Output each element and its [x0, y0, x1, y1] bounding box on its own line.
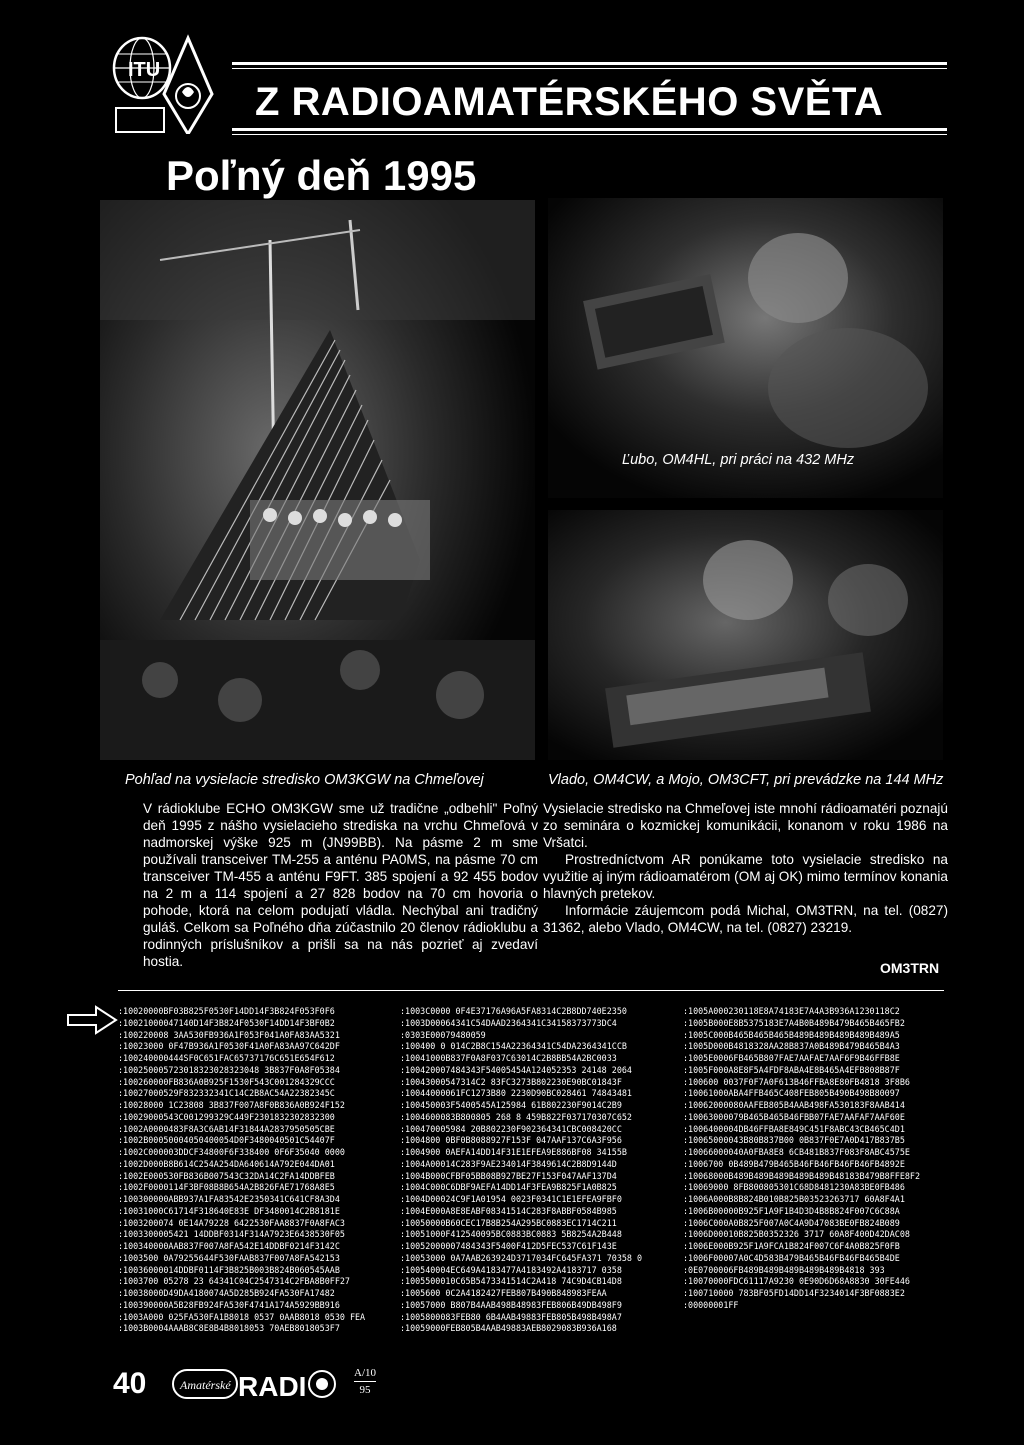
hex-line: :1005D000B4818328AA28B837A0B489B479B465B4A3 — [683, 1041, 900, 1052]
hex-line: :1002B00050004050400054D0F3480040501C54407F — [118, 1135, 335, 1146]
hex-line: :10050000B60CEC17B8B254A295BC0883EC1714C211 — [400, 1217, 617, 1228]
hex-line: :00000001FF — [683, 1299, 739, 1310]
hex-listing-column-3 — [683, 1006, 920, 1312]
hex-line: :1002E000530FB836B007543C32DA14C2FA14DDBFEB — [118, 1170, 335, 1181]
hex-line: :1005E0006FB465B807FAE7AAFAE7AAF6F9B46FFB8E — [683, 1053, 900, 1063]
caption-top-right: Ľubo, OM4HL, pri práci na 432 MHz — [622, 452, 855, 468]
caption-bottom-left: Pohľad na vysielacie stredisko OM3KGW na Chmeľovej — [125, 772, 484, 788]
hex-line: :10031000C61714F318640E83E DF3480014C2B8181E — [118, 1205, 340, 1216]
hex-line: :1004B000CFBF05BB08B927BE27F153F047AAF137D4 — [400, 1170, 617, 1181]
hex-line: :10062000080AAFEB805B4AAB498FA530183F8AAB414 — [683, 1100, 905, 1110]
hex-line: :10021000047140D14F3B824F0530F14DD14F3BF0B2 — [118, 1017, 335, 1028]
hex-line: :1002C000003DDCF34800F6F338400 0F6F35040 0000 — [118, 1147, 345, 1157]
hex-line: :1003500 0A79255644F530FAAB837F007A8FA542153 — [118, 1252, 340, 1263]
hex-line: :1004C000C6DBF9AEFA14DD14F3FEA9B825F1A0B825 — [400, 1182, 617, 1193]
hex-line: :10051000F412540095BC0883BC0883 5B8254A2B448 — [400, 1229, 622, 1240]
paragraph: Prostredníctvom AR ponúkame toto vysielacie stredisko na využitie aj iným rádioamatérom (OM aj OK) mimo termínov konania hlavných pretekov. — [543, 852, 948, 901]
hex-line: :1004D00024C9F1A01954 0023F0341C1E1EFEA9FBF0 — [400, 1194, 622, 1204]
hex-line: :100400 0 014C2B8C154A22364341C54DA2364341CCB — [400, 1041, 627, 1052]
photo-station-chmelova — [100, 200, 535, 760]
hex-line: :1003B0004AAAB8C8E8B4B8018053 70AEB8018053F7 — [118, 1323, 340, 1334]
hex-line: :1006D00010B825B0352326 3717 60A8F400D42DAC08 — [683, 1229, 910, 1240]
hex-line: :10038000D49DA4180074A5D285B924FA530FA17482 — [118, 1288, 335, 1298]
issue: A/10 — [354, 1367, 376, 1382]
hex-line: :100450003F5400545A125984 61B802230F9014C2B9 — [400, 1100, 622, 1110]
hex-line: :1006E000B925F1A9FCA1B824F007C6F4A0B825F0FB — [683, 1241, 900, 1251]
hex-line: :1003D00064341C54DAAD2364341C34158373773DC4 — [400, 1017, 617, 1028]
hex-line: :10070000FDC61117A9230 0E90D6D68A8830 30FE446 — [683, 1276, 910, 1287]
header-rule-bottom-thin — [232, 134, 947, 135]
issue-number — [354, 1367, 376, 1396]
hex-line: :1003300005421 14DDBF0314F314A7923E6438530F05 — [118, 1229, 345, 1240]
hex-line: :1006B00000B925F1A9F1B4D3D4B8B824F007C6C88A — [683, 1205, 900, 1216]
hex-listing-column-2 — [400, 1006, 642, 1335]
svg-text:ITU: ITU — [128, 59, 161, 81]
hex-line: :1006400004DB46FFBA8E849C451F8ABC43CB465C4D1 — [683, 1123, 905, 1134]
hex-line: :1006F00007A0C4D583B479B465B46FB46FB465B4DE — [683, 1252, 900, 1263]
hex-line: :1005600 0C2A4182427FEB807B490B848983FEAA — [400, 1288, 607, 1298]
hex-line: :100220008 3AA530FB936A1F053F041A0FA83AA5321 — [118, 1029, 340, 1040]
article-title: Poľný deň 1995 — [166, 152, 477, 199]
hex-line: :100710000 783BF05FD14DD14F3234014F3BF0883E2 — [683, 1288, 905, 1298]
hex-line: :100260000FB836A0B925F1530F543C001284329CCC — [118, 1076, 335, 1087]
hex-line: :0E0700006FB489B489B489B489B489B4818 393 — [683, 1264, 885, 1275]
hex-line: :10028000 1C23808 3B837F007A8F0B836A0B924F152 — [118, 1100, 345, 1110]
paragraph: Vysielacie stredisko na Chmeľovej iste mnohí rádioamatéri poznajú zo seminára o kozmickej komunikácii, konanom v roku 1986 na Vršatci. — [543, 801, 948, 850]
header-rule-top-thin — [232, 68, 947, 69]
hex-line: :0303E00079480059 — [400, 1029, 486, 1040]
hex-line: :1004E000A8E8EABF08341514C283F8ABBF0584B985 — [400, 1205, 617, 1216]
hex-line: :100390000A5B28FB924FA530F4741A174A5929BB916 — [118, 1299, 340, 1310]
hex-line: :10052000007484343F5400F412D5FEC537C61F143E — [400, 1241, 617, 1251]
hex-line: :100420007484343F54005454A124052353 24148 2064 — [400, 1064, 632, 1075]
hex-line: :1006700 0B489B479B465B46FB46FB46FB46FB4892E — [683, 1158, 905, 1169]
hex-line: :1004800 0BF0B8088927F153F 047AAF137C6A3F956 — [400, 1135, 622, 1146]
hex-line: :10059000FEB805B4AAB49883AEB8029083B936A168 — [400, 1323, 617, 1334]
paragraph: V rádioklube ECHO OM3KGW sme už tradične „odbehli" Poľný deň 1995 z nášho vysielacieho strediska na vrchu Chmeľová v nadmorskej výške 925 m (JN99BB). Na pásme 2 m sme používali transceiver TM-255 a anténu PA0MS, na pásme 70 cm transceiver TM-455 a anténu F9FT. 385 spojení a 92 455 bodov na 2 m a 114 spojení a 27 828 bodov na 70 cm hovoria o pohode, ktorá na celom podujatí vládla. Nechýbal ani tradičný guláš. Celkom sa Poľného dňa zúčastnilo 20 členov rádioklubu a rodinných príslušníkov a prišli sa na nás pozrieť aj zvedaví hostia. — [143, 801, 538, 969]
hex-line: :10043000547314C2 83FC3273B802230E90BC01843F — [400, 1076, 622, 1087]
hex-line: :10068000B489B489B489B489B489B48183B479B8FFE8F2 — [683, 1170, 920, 1181]
hex-line: :1005B000E8B5375183E7A4B0B489B479B465B465FB2 — [683, 1017, 905, 1028]
author-signature: OM3TRN — [880, 960, 940, 976]
article-column-right — [543, 800, 948, 936]
hex-line: :1003700 05278 23 64341C04C2547314C2FBA8B0FF27 — [118, 1276, 350, 1287]
hex-line: :1005F000A8E8F5A4FDF8ABA4E8B465A4EFB808B87F — [683, 1064, 900, 1075]
hex-line: :10063000079B465B465B46FBB07FAE7AAFAF7AAF60E — [683, 1111, 905, 1122]
year: 95 — [359, 1384, 371, 1396]
hex-line: :1005A000230118E8A74183E7A4A3B936A1230118C2 — [683, 1006, 900, 1016]
hex-line: :1005C000B465B465B465B489B489B489B489B489A5 — [683, 1029, 900, 1040]
hex-line: :1005500010C65B5473341514C2A418 74C9D4CB14D8 — [400, 1276, 622, 1287]
hex-line: :1002F0000114F3BF08B8B654A2B826FAE71768A8E5 — [118, 1182, 335, 1193]
hex-line: :10044000061FC1273B80 2230D90BC028461 74843481 — [400, 1088, 632, 1099]
hex-line: :10041000B837F0A8F037C63014C2B8BB54A2BC0033 — [400, 1053, 617, 1063]
hex-line: :1004A00014C283F9AE234014F3849614C2B8D9144D — [400, 1158, 617, 1169]
header-rule-top — [232, 62, 947, 65]
hex-line: :10020000BF03B825F0530F14DD14F3B824F053F0F6 — [118, 1006, 335, 1016]
arrow-right-icon — [66, 1005, 120, 1035]
hex-line: :1004600083B800805 268 8 459B822F037170307C652 — [400, 1111, 632, 1122]
hex-line: :100470005984 20B802230F902364341CBC008420CC — [400, 1123, 622, 1134]
hex-line: :10066000040A0FBA8E8 6CB481B837F083F8ABC4575E — [683, 1147, 910, 1157]
page-number: 40 — [113, 1367, 147, 1400]
hex-line: :10057000 B807B4AAB498B48983FEB806B49DB498F9 — [400, 1299, 622, 1310]
paragraph: Informácie záujemcom podá Michal, OM3TRN, na tel. (0827) 31362, alebo Vlado, OM4CW, na tel. (0827) 23219. — [543, 903, 948, 935]
caption-bottom-right: Vlado, OM4CW, a Mojo, OM3CFT, pri prevádzke na 144 MHz — [548, 772, 944, 788]
hex-line: :100540004EC649A4183477A4183492A4183717 0358 — [400, 1264, 622, 1275]
hex-line: :10061000ABA4FFB465C408FEB805B490B498B80097 — [683, 1088, 900, 1099]
hex-line: :1004900 0AEFA14DD14F31E1EFEA9E886BF08 34155B — [400, 1147, 627, 1157]
hex-line: :10053000 0A7AAB263924D3717034FC645FA371 70358 0 — [400, 1252, 643, 1263]
hex-line: :1002D000B8B614C254A254DA640614A792E044DA01 — [118, 1158, 335, 1169]
svg-text:Amatérské: Amatérské — [180, 1378, 231, 1392]
header-rule-bottom — [232, 128, 947, 131]
svg-text:RADI: RADI — [238, 1371, 307, 1402]
amaterske-radio-logo — [172, 1366, 340, 1402]
hex-line: :1003200074 0E14A79228 6422530FAA8837F0A8FAC3 — [118, 1217, 345, 1228]
hex-line: :100340000AAB837F007A8FA542E14DDBF0214F3142C — [118, 1241, 340, 1251]
hex-line: :1002A0000483F8A3C6AB14F31844A2837950505CBE — [118, 1123, 335, 1134]
hex-listing-column-1 — [118, 1006, 365, 1335]
hex-line: :1003A000 025FA530FA1B8018 0537 0AAB8018 0530 FEA — [118, 1311, 366, 1322]
hex-line: :100250005723018323028323048 3B837F0A8F05384 — [118, 1064, 340, 1075]
photo-om4cw-om3cft-144mhz — [548, 510, 943, 760]
hex-line: :1006A000B8B824B010B825B03523263717 60A8F4A1 — [683, 1194, 905, 1204]
listing-divider — [118, 990, 944, 991]
hex-line: :1005800083FEB80 6B4AAB49883FEB805B498B498A7 — [400, 1311, 622, 1322]
hex-line: :1006C000A0B825F007A0C4A9D47083BE0FB824B089 — [683, 1217, 900, 1228]
article-column-left — [143, 800, 538, 970]
hex-line: :100600 0037F0F7A0F613B46FFBA8E80FB4818 3F8B6 — [683, 1076, 910, 1087]
hex-line: :100300000ABB937A1FA83542E2350341C641CF8A3D4 — [118, 1194, 340, 1204]
hex-line: :100240000444SF0C651FAC65737176C651E654F612 — [118, 1053, 335, 1063]
section-title: Z RADIOAMATÉRSKÉHO SVĚTA — [255, 80, 884, 124]
hex-line: :10023000 0F47B936A1F0530F41A0FA83AA97C642DF — [118, 1041, 340, 1052]
hex-line: :10065000043B80B837B00 0B837F0E7A0D417B837B5 — [683, 1135, 905, 1146]
hex-line: :10027000529F832332341C14C2B8AC54A22382345C — [118, 1088, 335, 1099]
hex-line: :10036000014DDBF0114F3B825B003B824B060545AAB — [118, 1264, 340, 1275]
itu-logo — [112, 34, 228, 134]
hex-line: :10029000543C001299329C449F2301832302832300 — [118, 1111, 335, 1122]
hex-line: :10069000 8FB800805301C68D8481230A83BE0FB486 — [683, 1182, 905, 1193]
hex-line: :1003C0000 0F4E37176A96A5FA8314C2B8DD740E2350 — [400, 1006, 627, 1016]
